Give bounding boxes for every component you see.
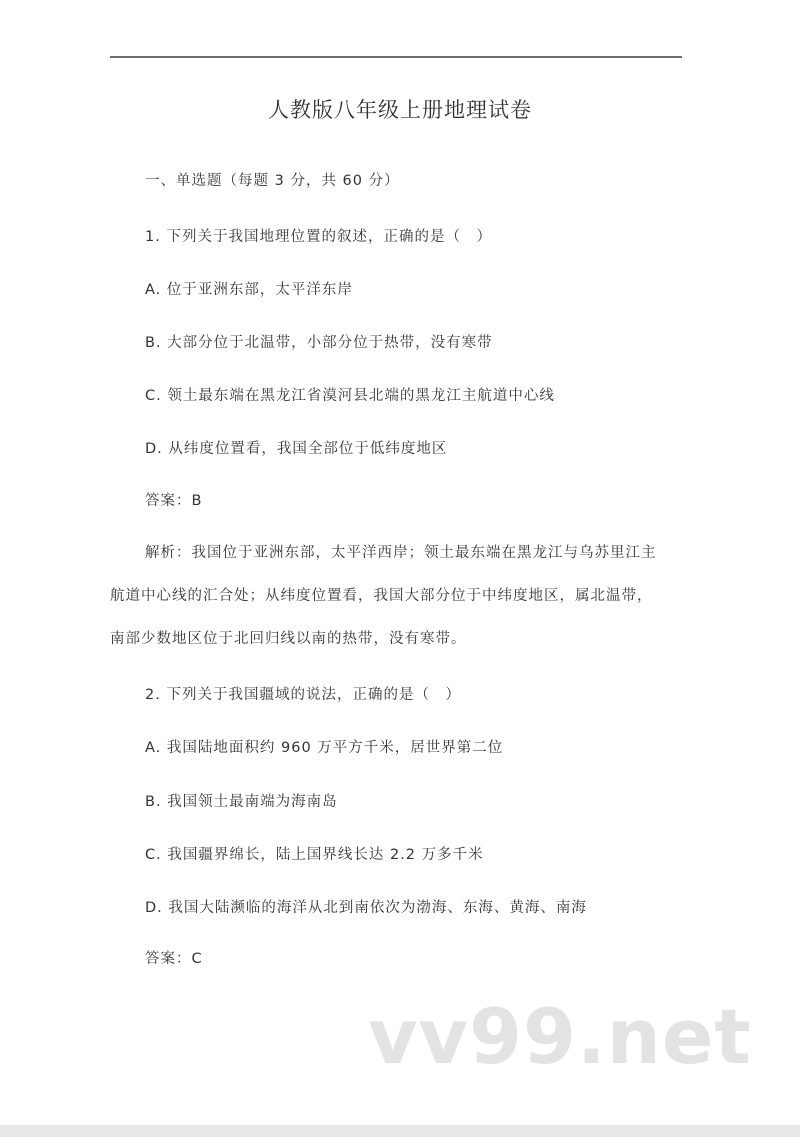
question-1-analysis-line-2: 航道中心线的汇合处；从纬度位置看，我国大部分位于中纬度地区，属北温带， [110,588,653,604]
question-2-answer: 答案：C [145,951,203,967]
question-1-option-a: A. 位于亚洲东部，太平洋东岸 [145,282,353,298]
question-1-analysis-line-1: 解析：我国位于亚洲东部，太平洋西岸；领土最东端在黑龙江与乌苏里江主 [145,545,657,561]
header-rule [110,56,682,58]
question-1-stem: 1. 下列关于我国地理位置的叙述，正确的是（ ） [145,229,492,245]
question-1-analysis-line-3: 南部少数地区位于北回归线以南的热带，没有寒带。 [110,631,467,647]
question-2-option-b: B. 我国领土最南端为海南岛 [145,794,338,810]
section-heading: 一、单选题（每题 3 分，共 60 分） [145,173,400,189]
page-bottom-edge [0,1125,800,1137]
question-2-stem: 2. 下列关于我国疆域的说法，正确的是（ ） [145,687,461,703]
question-1-option-b: B. 大部分位于北温带，小部分位于热带，没有寒带 [145,335,493,351]
question-2-option-a: A. 我国陆地面积约 960 万平方千米，居世界第二位 [145,740,504,756]
question-2-option-d: D. 我国大陆濒临的海洋从北到南依次为渤海、东海、黄海、南海 [145,900,587,916]
question-2-option-c: C. 我国疆界绵长，陆上国界线长达 2.2 万多千米 [145,847,484,863]
question-1-option-c: C. 领土最东端在黑龙江省漠河县北端的黑龙江主航道中心线 [145,388,555,404]
question-1-answer: 答案：B [145,493,203,509]
page-title: 人教版八年级上册地理试卷 [268,98,532,122]
question-1-option-d: D. 从纬度位置看，我国全部位于低纬度地区 [145,441,448,457]
watermark: vv99.net [368,992,752,1081]
